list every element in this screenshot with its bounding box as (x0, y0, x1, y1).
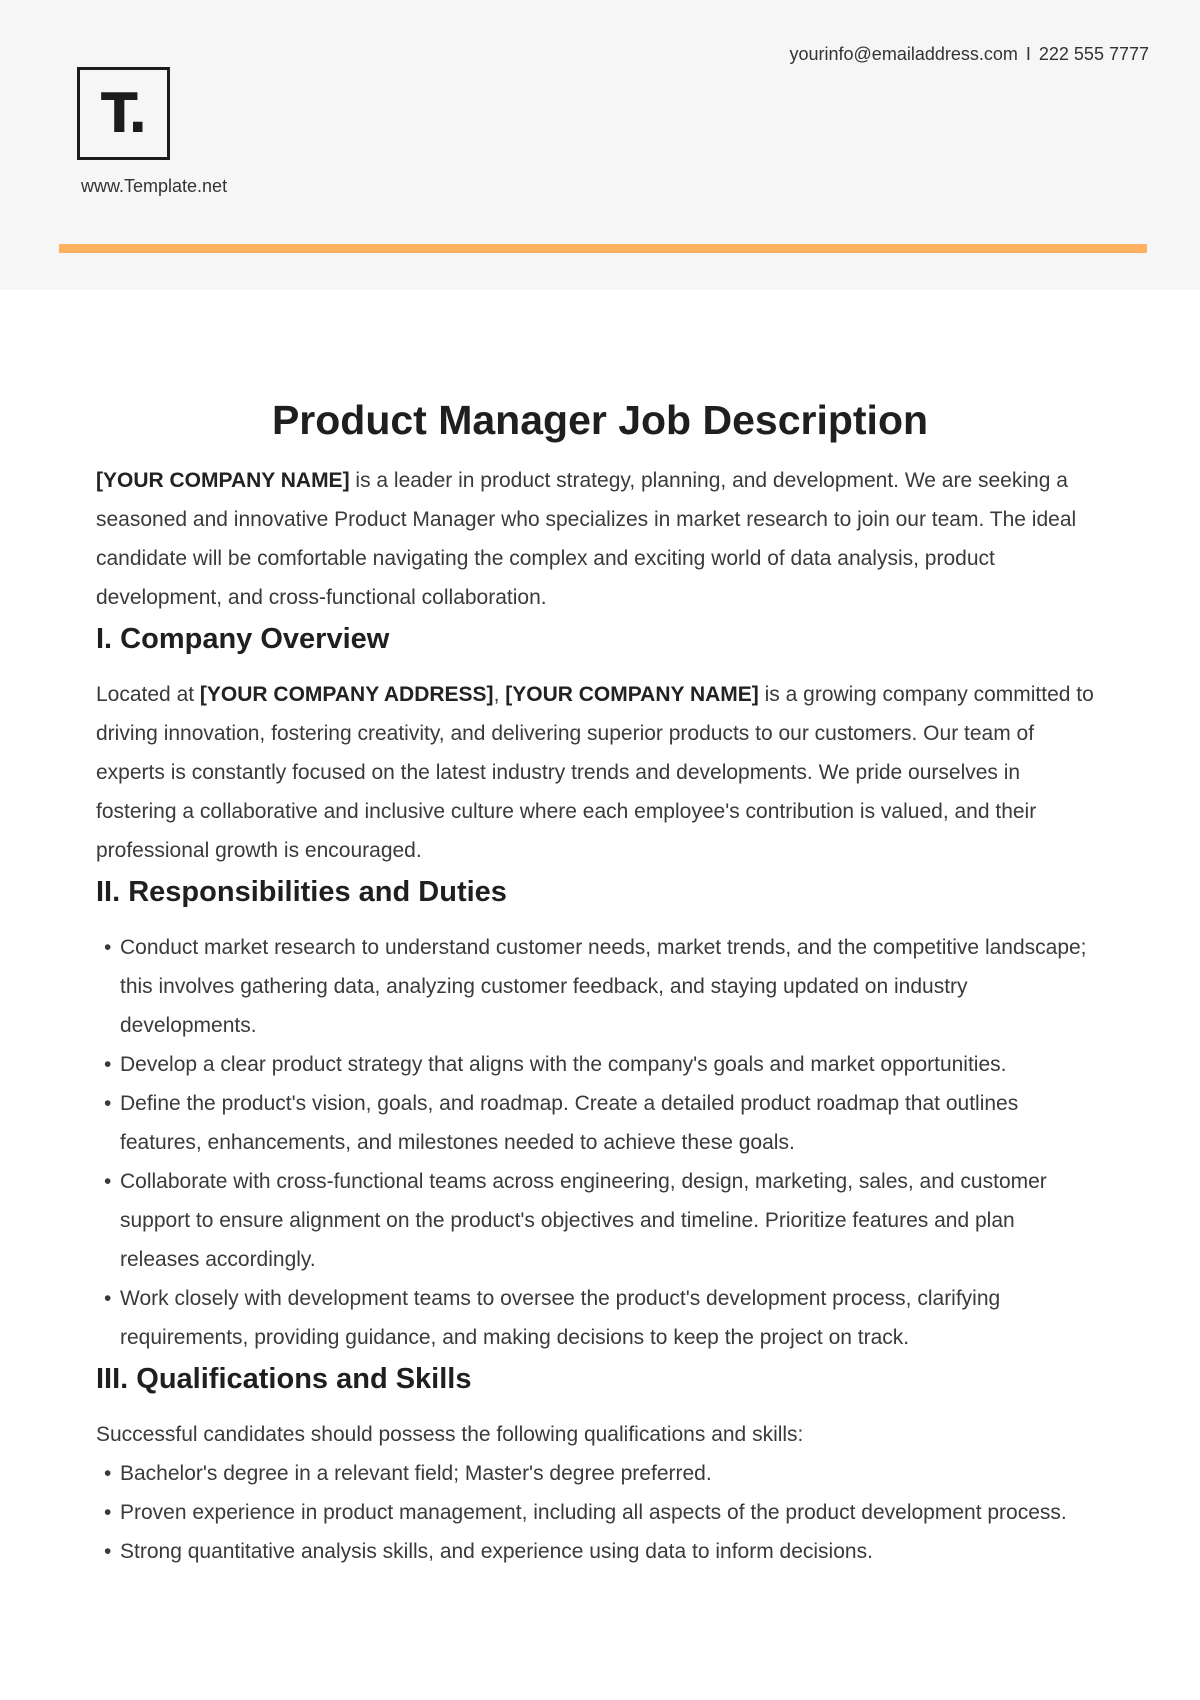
intro-paragraph (96, 461, 1096, 617)
contact-info (790, 44, 1150, 65)
qualifications-lead: Successful candidates should possess the following qualifications and skills: (96, 1423, 804, 1447)
list-item: • Conduct market research to understand customer needs, market trends, and the competitive landscape; this involves gathering data, analyzing customer feedback, and staying updated on industry developments. (96, 928, 1096, 1045)
page-header (0, 0, 1200, 290)
email-address[interactable]: yourinfo@emailaddress.com (789, 44, 1018, 64)
intro-text: is a leader in product strategy, planning, and development. We are seeking a seasoned and innovative Product Manager who specializes in market research to join our team. The ideal candidate will be comfortable navigating the complex and exciting world of data analysis, product development, and cross-functional collaboration. (96, 469, 1077, 610)
document-title: Product Manager Job Description (271, 397, 929, 443)
overview-text: is a growing company committed to driving innovation, fostering creativity, and delivering superior products to our customers. Our team of experts is constantly focused on the latest industry trends and developments. We pride ourselves in fostering a collaborative and inclusive culture where each employee's contribution is valued, and their professional growth is encouraged. (96, 683, 1094, 863)
list-item: • Develop a clear product strategy that aligns with the company's goals and market opportunities. (96, 1045, 1096, 1084)
section-heading-company-overview: I. Company Overview (96, 623, 390, 656)
contact-separator: I (1025, 44, 1031, 64)
company-name-placeholder: [YOUR COMPANY NAME] (505, 683, 759, 707)
logo-text: T. (100, 81, 147, 145)
phone-number[interactable]: 222 555 7777 (1038, 44, 1149, 64)
website-url[interactable]: www.Template.net (81, 176, 228, 196)
list-item: • Strong quantitative analysis skills, and experience using data to inform decisions. (96, 1532, 1096, 1571)
company-name-placeholder: [YOUR COMPANY NAME] (96, 469, 350, 493)
section-heading-responsibilities: II. Responsibilities and Duties (96, 876, 507, 909)
list-item: • Collaborate with cross-functional teams across engineering, design, marketing, sales, and customer support to ensure alignment on the product's objectives and timeline. Prioritize features and plan releases accordingly. (96, 1162, 1096, 1279)
section-heading-qualifications: III. Qualifications and Skills (96, 1363, 472, 1396)
list-item: • Bachelor's degree in a relevant field; Master's degree preferred. (96, 1454, 1096, 1493)
company-overview-paragraph (96, 675, 1096, 870)
list-item: • Define the product's vision, goals, and roadmap. Create a detailed product roadmap that outlines features, enhancements, and milestones needed to achieve these goals. (96, 1084, 1096, 1162)
overview-comma: , (493, 683, 506, 707)
responsibilities-list (96, 928, 1096, 1357)
document-body (96, 290, 1096, 1571)
company-logo (77, 67, 170, 160)
overview-lead: Located at (96, 683, 200, 707)
company-address-placeholder: [YOUR COMPANY ADDRESS] (199, 683, 494, 707)
list-item: • Proven experience in product management, including all aspects of the product development process. (96, 1493, 1096, 1532)
qualifications-list (96, 1454, 1096, 1571)
list-item: • Work closely with development teams to oversee the product's development process, clarifying requirements, providing guidance, and making decisions to keep the project on track. (96, 1279, 1096, 1357)
accent-divider (59, 244, 1147, 253)
